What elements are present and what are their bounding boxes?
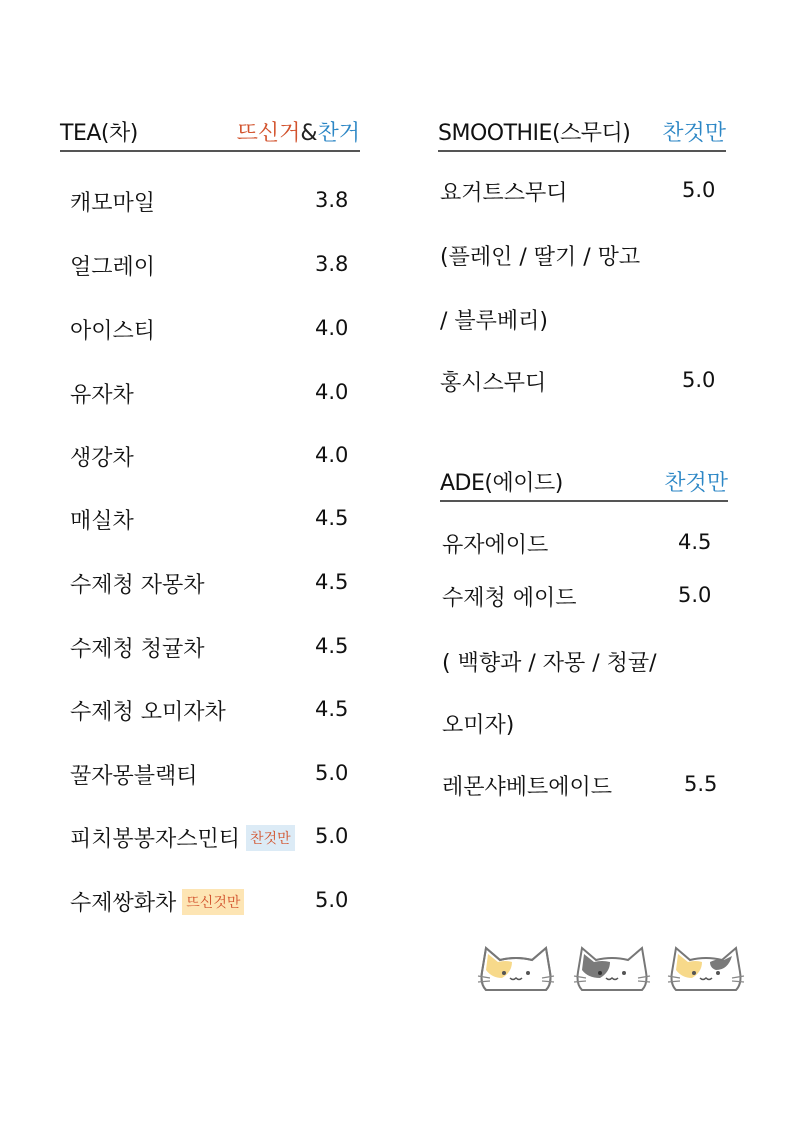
menu-item (70, 314, 355, 344)
menu-item (440, 366, 720, 396)
ade-section-header (440, 470, 728, 502)
menu-item-name (70, 822, 295, 853)
menu-item-name: 요거트스무디 (440, 181, 568, 206)
cat-illustrations (476, 940, 746, 1000)
menu-item-price: 3.8 (315, 188, 349, 212)
menu-item (70, 632, 355, 662)
ade-section-title: ADE(에이드) (440, 471, 563, 496)
ade-options-cont: 오미자) (442, 713, 515, 738)
ade-options: ( 백향과 / 자몽 / 청귤/ (442, 651, 657, 676)
menu-item (442, 581, 722, 611)
menu-item-price: 4.5 (678, 530, 712, 554)
cold-only-badge: 찬것만 (246, 825, 295, 851)
smoothie-options: (플레인 / 딸기 / 망고 (440, 245, 641, 270)
menu-item-name: 유자차 (70, 383, 134, 408)
menu-item-name: 수제청 자몽차 (70, 573, 205, 598)
menu-item-name: 꿀자몽블랙티 (70, 764, 198, 789)
tea-section-title: TEA(차) (60, 121, 138, 146)
menu-item-price: 4.0 (315, 380, 349, 404)
menu-item (70, 378, 355, 408)
menu-item-name: 캐모마일 (70, 191, 156, 216)
menu-item (442, 770, 727, 800)
menu-item-name: 레몬샤베트에이드 (442, 775, 613, 800)
menu-item-name: 아이스티 (70, 319, 156, 344)
hot-only-badge: 뜨신것만 (182, 889, 244, 915)
smoothie-cold-tag: 찬것만 (662, 121, 726, 146)
smoothie-options-cont: / 블루베리) (440, 309, 548, 334)
menu-item-name: 유자에이드 (442, 533, 549, 558)
tea-temp-tag (237, 116, 360, 147)
menu-item (70, 568, 355, 598)
menu-item-price: 5.0 (315, 761, 349, 785)
menu-item-price: 5.0 (682, 368, 716, 392)
menu-item (70, 504, 355, 534)
menu-item (442, 528, 722, 558)
menu-item-price: 4.0 (315, 316, 349, 340)
menu-item-price: 4.5 (315, 634, 349, 658)
menu-item (70, 186, 355, 216)
menu-item-name: 홍시스무디 (440, 371, 547, 396)
menu-item-name (70, 886, 244, 917)
ade-cold-tag: 찬것만 (664, 471, 728, 496)
menu-item (70, 250, 355, 280)
menu-item-price: 5.0 (678, 583, 712, 607)
cat-icon (572, 940, 652, 996)
menu-item-name-text: 피치봉봉자스민티 (70, 827, 241, 852)
menu-item-name: 얼그레이 (70, 255, 156, 280)
menu-item (440, 176, 720, 206)
menu-item-price: 5.0 (315, 824, 349, 848)
tea-tag-hot: 뜨신거 (236, 121, 301, 146)
menu-item-price: 5.0 (682, 178, 716, 202)
cat-icon (666, 940, 746, 996)
menu-item (70, 822, 355, 852)
menu-item-price: 4.5 (315, 506, 349, 530)
smoothie-section-header (438, 120, 726, 152)
menu-item-price: 5.5 (684, 772, 718, 796)
menu-item-price: 4.0 (315, 443, 349, 467)
menu-item (70, 886, 355, 916)
tea-tag-cold: 찬거 (317, 121, 360, 146)
menu-item-name: 수제청 오미자차 (70, 700, 226, 725)
menu-item-name: 수제청 청귤차 (70, 637, 205, 662)
menu-item-name: 생강차 (70, 446, 134, 471)
smoothie-section-title: SMOOTHIE(스무디) (438, 121, 631, 146)
menu-item (70, 441, 355, 471)
tea-tag-amp: & (300, 121, 318, 146)
menu-item-price: 4.5 (315, 570, 349, 594)
menu-item (70, 759, 355, 789)
menu-item-price: 3.8 (315, 252, 349, 276)
menu-item-name: 수제청 에이드 (442, 586, 577, 611)
cat-icon (476, 940, 556, 996)
tea-section-header (60, 120, 360, 152)
menu-item-name: 매실차 (70, 509, 134, 534)
menu-item-name-text: 수제쌍화차 (70, 891, 177, 916)
menu-item-price: 4.5 (315, 697, 349, 721)
menu-item-price: 5.0 (315, 888, 349, 912)
menu-item (70, 695, 355, 725)
